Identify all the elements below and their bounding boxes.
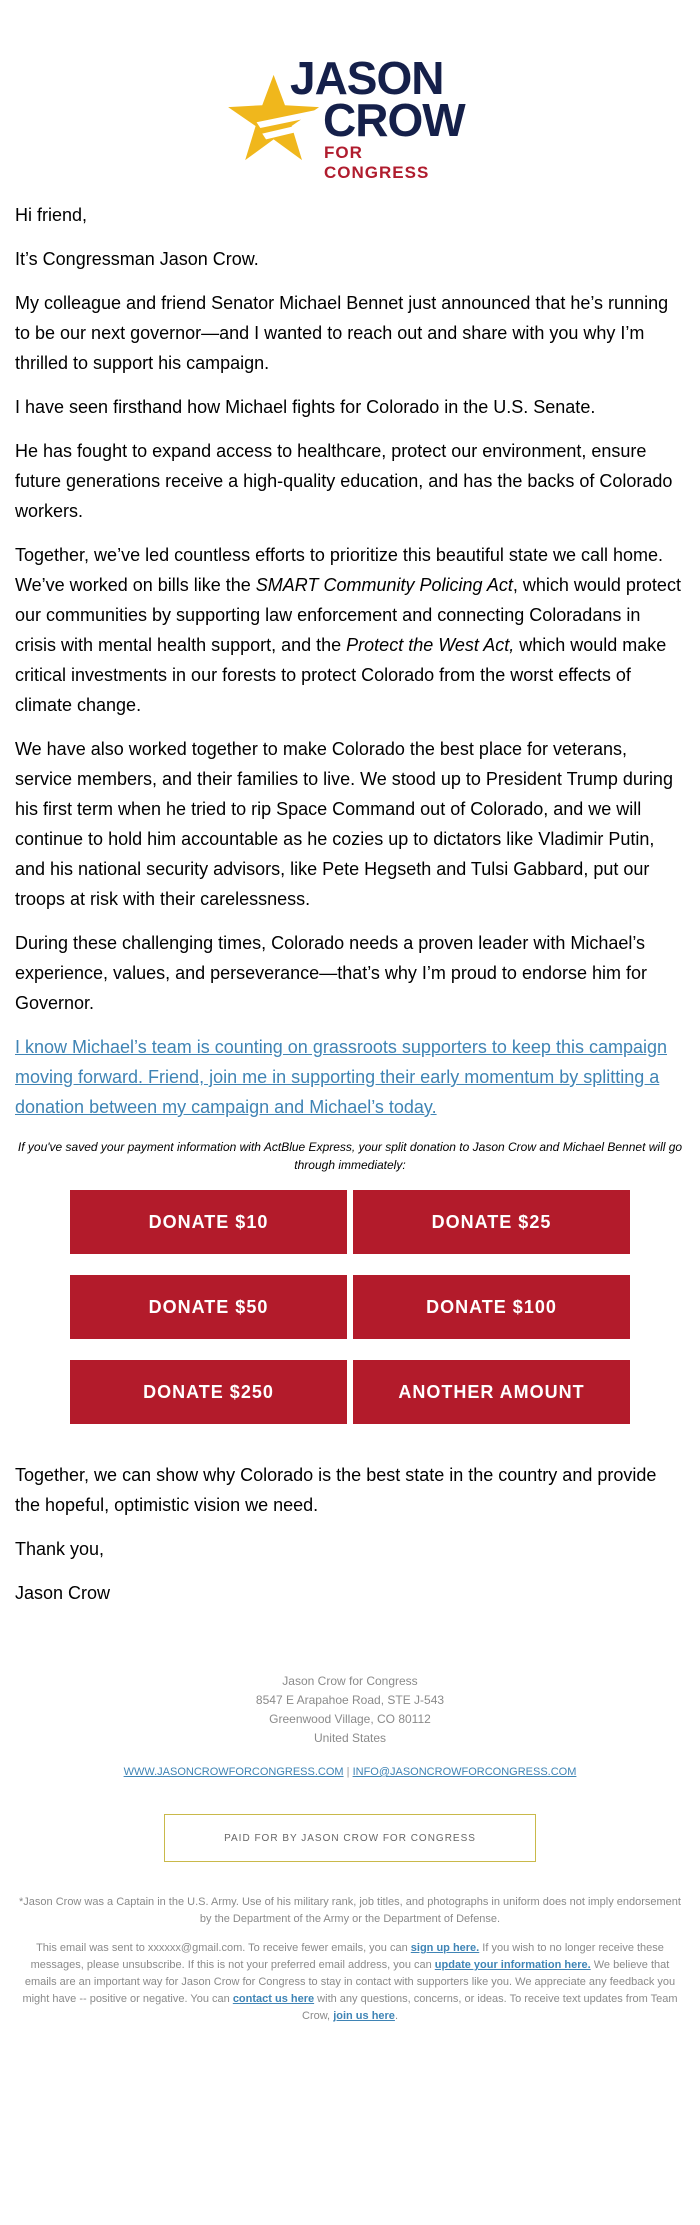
unsub-text-1: This email was sent to xxxxxx@gmail.com. To receive fewer emails, you can (36, 1942, 411, 1954)
footer-address (0, 1672, 700, 1748)
unsubscribe-text (0, 1940, 700, 2025)
paragraph-vision: Together, we can show why Colorado is the best state in the country and provide the hopeful, optimistic vision we need. (15, 1465, 657, 1515)
website-link[interactable]: WWW.JASONCROWFORCONGRESS.COM (123, 1766, 344, 1778)
unsub-text-4: with any questions, concerns, or ideas. To receive text updates from Team Crow, (302, 1993, 678, 2022)
contact-us-link[interactable]: contact us here (232, 1993, 315, 2005)
logo-line-for-congress: FOR CONGRESS (324, 143, 430, 182)
donate-100-button[interactable]: DONATE $100 (353, 1275, 630, 1339)
bills-text-a: Together, we’ve led countless efforts to prioritize this beautiful state we call home. We’ve worked on bills like the (15, 545, 664, 595)
update-info-link[interactable]: update your information here. (434, 1959, 591, 1971)
military-disclaimer: *Jason Crow was a Captain in the U.S. Army. Use of his military rank, job titles, and photographs in uniform does not imply endorsement by the Department of the Army or the Department of Defense. (19, 1896, 681, 1925)
closing: Thank you, (15, 1539, 105, 1559)
sign-up-link[interactable]: sign up here. (410, 1942, 480, 1954)
unsub-text-3: We believe that emails are an important way for Jason Crow for Congress to stay in contact with supporters like you. We appreciate any feedback you might have -- positive or negative. You can (22, 1959, 676, 2005)
email-body (0, 200, 700, 1122)
paragraph-announcement: My colleague and friend Senator Michael Bennet just announced that he’s running to be our next governor—and I wanted to reach out and share with you why I’m thrilled to support his campaign. (15, 293, 669, 373)
paid-for-text: PAID FOR BY JASON CROW FOR CONGRESS (224, 1832, 476, 1844)
bills-text-c: , which would protect our communities by supporting law enforcement and connecting Coloradans in crisis with mental health support, and the (15, 575, 681, 655)
paragraph-endorse: During these challenging times, Colorado needs a proven leader with Michael’s experience, values, and perseverance—that’s why I’m proud to endorse him for Governor. (15, 933, 648, 1013)
closing-section (0, 1460, 700, 1608)
paragraph-senate: I have seen firsthand how Michael fights for Colorado in the U.S. Senate. (15, 397, 596, 417)
cta-link[interactable]: I know Michael’s team is counting on grassroots supporters to keep this campaign moving forward. Friend, join me in supporting their early momentum by splitting a donation between my campaign and Michael’s today. (15, 1037, 667, 1117)
bill-protect-the-west: Protect the West Act, (346, 635, 515, 655)
footer-street: 8547 E Arapahoe Road, STE J-543 (255, 1693, 445, 1707)
paragraph-intro: It’s Congressman Jason Crow. (15, 249, 259, 269)
paid-for-box (164, 1814, 536, 1862)
donate-button-grid (70, 1190, 630, 1424)
footer-links (0, 1766, 700, 1778)
unsub-text-2: If you wish to no longer receive these messages, please unsubscribe. If this is not your preferred email address, you can (30, 1942, 664, 1971)
paragraph-veterans: We have also worked together to make Colorado the best place for veterans, service members, and their families to live. We stood up to President Trump during his first term when he tried to rip Space Command out of Colorado, and we will continue to hold him accountable as he cozies up to dictators like Vladimir Putin, and his national security advisors, like Pete Hegseth and Tulsi Gabbard, put our troops at risk with their carelessness. (15, 739, 673, 909)
actblue-note: If you've saved your payment information with ActBlue Express, your split donation to Jason Crow and Michael Bennet will go through immediately: (17, 1140, 683, 1172)
footer-org: Jason Crow for Congress (282, 1674, 418, 1688)
greeting: Hi friend, (15, 205, 88, 225)
logo-line-crow: CROW (323, 94, 465, 146)
signature: Jason Crow (15, 1583, 111, 1603)
email-link[interactable]: INFO@JASONCROWFORCONGRESS.COM (352, 1766, 577, 1778)
donate-25-button[interactable]: DONATE $25 (353, 1190, 630, 1254)
bill-smart-policing: SMART Community Policing Act (255, 575, 513, 595)
footer-city: Greenwood Village, CO 80112 (269, 1712, 431, 1726)
donate-10-button[interactable]: DONATE $10 (70, 1190, 347, 1254)
logo-line-jason: JASON (290, 52, 444, 104)
donate-50-button[interactable]: DONATE $50 (70, 1275, 347, 1339)
paragraph-bills (15, 540, 685, 720)
footer (0, 1672, 700, 2025)
paragraph-record: He has fought to expand access to healthcare, protect our environment, ensure future generations receive a high-quality education, and has the backs of Colorado workers. (15, 441, 673, 521)
donate-another-amount-button[interactable]: ANOTHER AMOUNT (353, 1360, 630, 1424)
donate-250-button[interactable]: DONATE $250 (70, 1360, 347, 1424)
bills-text-e: which would make critical investments in our forests to protect Colorado from the worst effects of climate change. (15, 635, 667, 715)
join-us-link[interactable]: join us here (333, 2010, 395, 2022)
link-separator: | (346, 1766, 350, 1778)
campaign-logo (228, 52, 468, 182)
footer-country: United States (313, 1731, 387, 1745)
unsub-text-5: . (394, 2010, 398, 2022)
cta-paragraph (15, 1032, 685, 1122)
header (0, 0, 700, 200)
